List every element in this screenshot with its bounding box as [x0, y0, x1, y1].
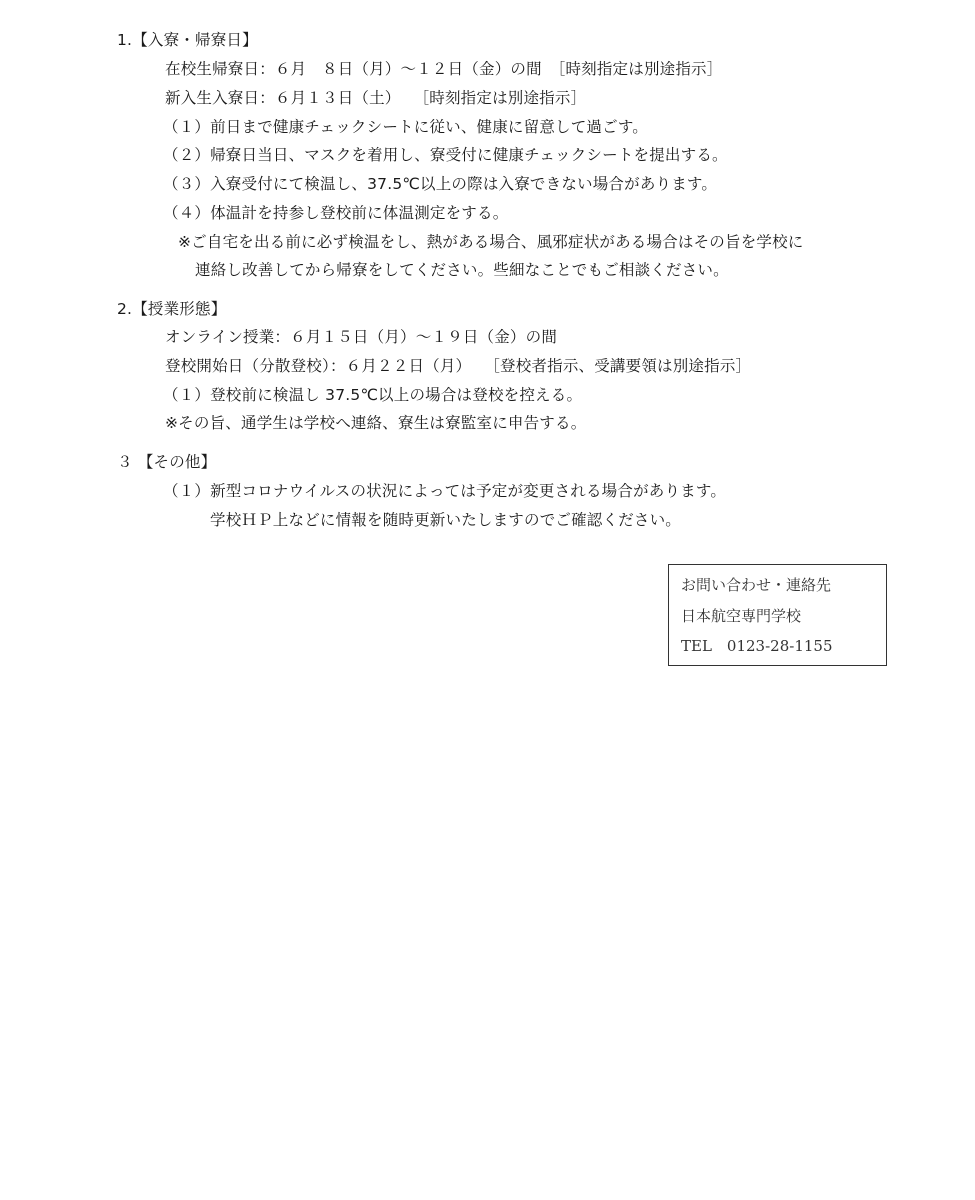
contact-school-name: 日本航空専門学校	[681, 607, 802, 625]
section2-heading: 2.【授業形態】	[117, 300, 227, 318]
contact-tel: TEL 0123-28-1155	[681, 637, 833, 655]
section1-note: ※ご自宅を出る前に必ず検温をし、熱がある場合、風邪症状がある場合はその旨を学校に	[178, 233, 804, 251]
section2-item-1: （１）登校前に検温し 37.5℃以上の場合は登校を控える。	[163, 386, 583, 404]
section1-line-current-students: 在校生帰寮日：６月 ８日（月）～１２日（金）の間 ［時刻指定は別途指示］	[165, 60, 723, 78]
section1-note-continued: 連絡し改善してから帰寮をしてください。些細なことでもご相談ください。	[195, 261, 729, 279]
section2-note: ※その旨、通学生は学校へ連絡、寮生は寮監室に申告する。	[165, 414, 587, 432]
section1-item-2: （２）帰寮日当日、マスクを着用し、寮受付に健康チェックシートを提出する。	[163, 146, 728, 164]
section3-item-1-continued: 学校ＨＰ上などに情報を随時更新いたしますのでご確認ください。	[210, 511, 682, 529]
section1-line-new-students: 新入生入寮日：６月１３日（土） ［時刻指定は別途指示］	[165, 89, 587, 107]
section2-line-online: オンライン授業：６月１５日（月）～１９日（金）の間	[165, 328, 558, 346]
section3-heading: ３ 【その他】	[117, 453, 217, 471]
section3-item-1: （１）新型コロナウイルスの状況によっては予定が変更される場合があります。	[163, 482, 727, 500]
section1-item-4: （４）体温計を持参し登校前に体温測定をする。	[163, 204, 509, 222]
section2-line-start-date: 登校開始日（分散登校）：６月２２日（月） ［登校者指示、受講要領は別途指示］	[165, 357, 752, 375]
section1-item-3: （３）入寮受付にて検温し、37.5℃以上の際は入寮できない場合があります。	[163, 175, 718, 193]
section1-item-1: （１）前日まで健康チェックシートに従い、健康に留意して過ごす。	[163, 118, 648, 136]
contact-title: お問い合わせ・連絡先	[681, 576, 832, 594]
contact-box	[668, 564, 887, 666]
section1-heading: 1.【入寮・帰寮日】	[117, 31, 258, 49]
